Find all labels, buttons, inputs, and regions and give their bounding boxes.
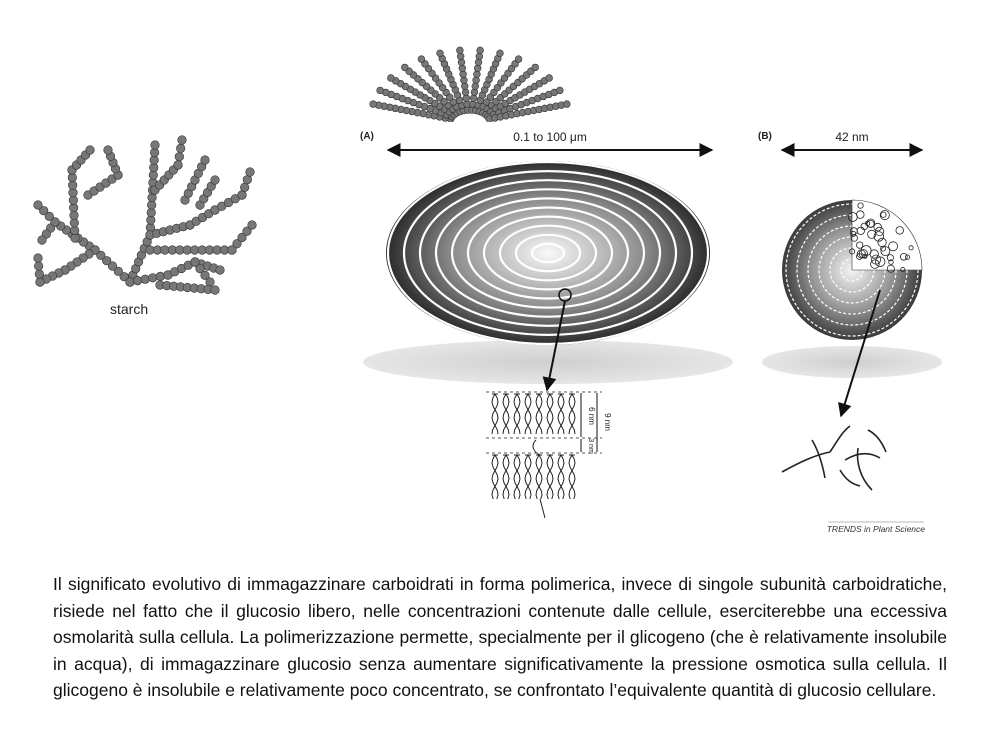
amylopectin-lamellae-drawing bbox=[492, 394, 575, 518]
caption-paragraph: Il significato evolutivo di immagazzinare carboidrati in forma polimerica, invece di singole subunità carboidratiche, risiede nel fatto che il glucosio libero, nelle concentrazioni contenute dalle cellule, eserciterebbe una eccessiva osmolarità sulla cellula. La polimerizzazione permette, specialmente per il glicogeno (che è relativamente insolubile in acqua), di immagazzinare glucosio senza aumentare significativamente la pressione osmotica sulla cellula. Il glicogeno è insolubile e relativamente poco concentrato, se confrontato l’equivalente quantità di glucosio cellulare. bbox=[53, 574, 947, 700]
lamella-crystalline-label: 6 nm bbox=[587, 407, 596, 425]
lamella-total-label: 9 nm bbox=[603, 413, 612, 431]
source-credit: TRENDS in Plant Science bbox=[826, 524, 925, 534]
glycogen-particle-drawing bbox=[782, 200, 922, 340]
starch-label: starch bbox=[110, 301, 149, 317]
panel-a-label: (A) bbox=[360, 131, 374, 142]
lamella-amorphous-label: 3 nm bbox=[587, 438, 594, 454]
starch-granule-drawing bbox=[386, 161, 710, 345]
glycogen-molecule-partial-drawing bbox=[360, 47, 580, 130]
glycogen-chains-drawing bbox=[782, 426, 886, 490]
panel-b-dimension-label: 42 nm bbox=[835, 130, 869, 144]
starch-granule-shadow bbox=[363, 340, 733, 384]
starch-molecule-drawing bbox=[34, 136, 257, 295]
glycogen-particle-shadow bbox=[762, 346, 942, 378]
panel-b-label: (B) bbox=[758, 131, 772, 142]
panel-a-dimension-label: 0.1 to 100 μm bbox=[513, 130, 587, 144]
